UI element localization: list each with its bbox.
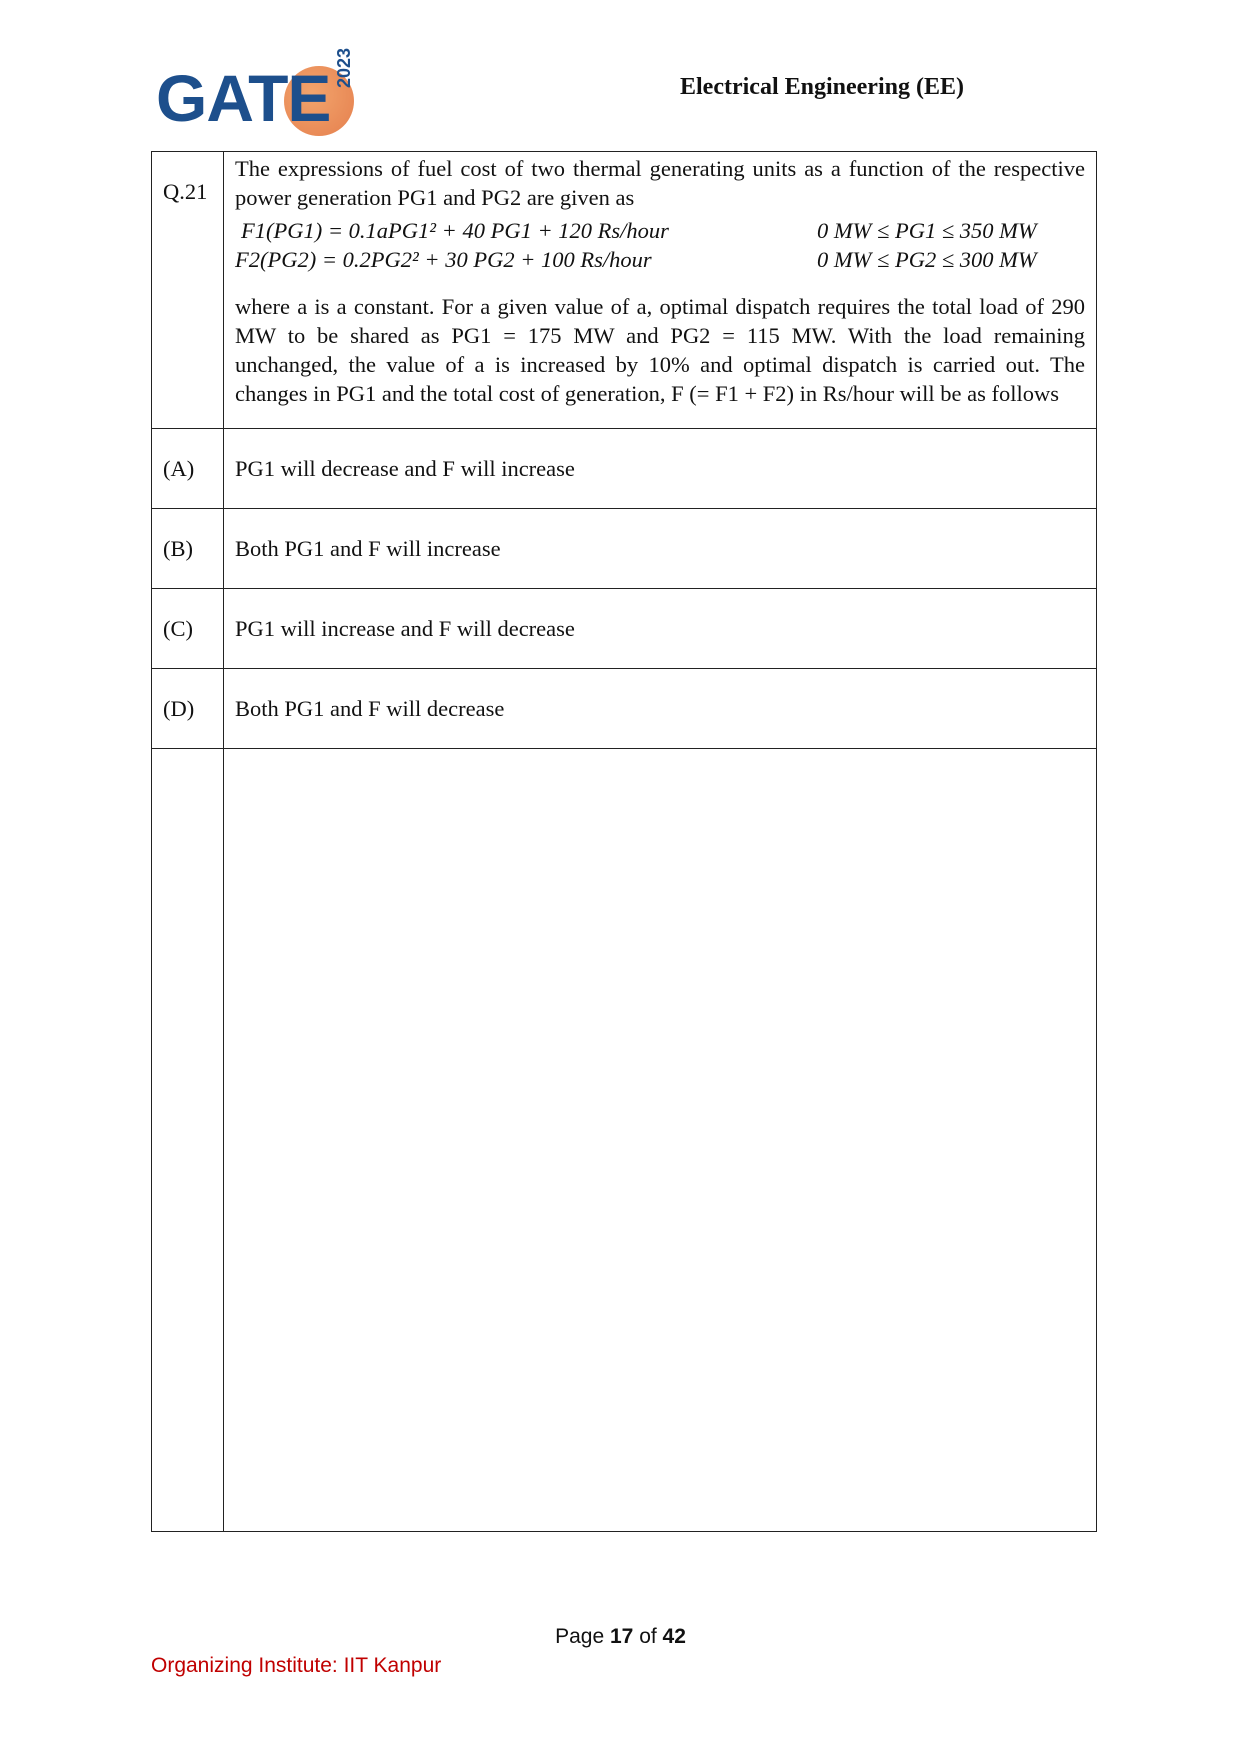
option-label: (A) — [152, 429, 224, 509]
blank-cell — [152, 749, 224, 1532]
equation-row-1 — [235, 216, 1085, 245]
question-row — [152, 152, 1097, 429]
option-label: (C) — [152, 589, 224, 669]
option-d-row[interactable] — [152, 669, 1097, 749]
option-text: PG1 will decrease and F will increase — [224, 429, 1097, 509]
equation-2: F2(PG2) = 0.2PG2² + 30 PG2 + 100 Rs/hour — [235, 247, 652, 272]
logo-text: GATE — [156, 61, 331, 135]
question-body — [224, 152, 1097, 429]
page-current: 17 — [609, 1625, 634, 1648]
blank-row — [152, 749, 1097, 1532]
option-a-row[interactable] — [152, 429, 1097, 509]
equation-1: F1(PG1) = 0.1aPG1² + 40 PG1 + 120 Rs/hour — [241, 218, 669, 243]
option-label: (D) — [152, 669, 224, 749]
option-label: (B) — [152, 509, 224, 589]
option-text: Both PG1 and F will increase — [224, 509, 1097, 589]
equation-row-2 — [235, 245, 1085, 274]
option-c-row[interactable] — [152, 589, 1097, 669]
blank-cell — [224, 749, 1097, 1532]
page-of: of — [639, 1625, 657, 1648]
page-total: 42 — [662, 1625, 686, 1648]
question-stem: The expressions of fuel cost of two thermal generating units as a function of the respective power generation PG1 and PG2 are given as — [235, 156, 1085, 210]
question-table — [151, 151, 1097, 1532]
page-indicator — [0, 1625, 1241, 1649]
option-text: Both PG1 and F will decrease — [224, 669, 1097, 749]
subject-title: Electrical Engineering (EE) — [680, 74, 964, 100]
option-text: PG1 will increase and F will decrease — [224, 589, 1097, 669]
page-prefix: Page — [555, 1625, 605, 1648]
organizer-text: Organizing Institute: IIT Kanpur — [151, 1654, 442, 1677]
logo-year: 2023 — [334, 47, 354, 88]
option-b-row[interactable] — [152, 509, 1097, 589]
range-1: 0 MW ≤ PG1 ≤ 350 MW — [817, 218, 1037, 243]
range-2: 0 MW ≤ PG2 ≤ 300 MW — [817, 247, 1037, 272]
question-number: Q.21 — [152, 152, 224, 429]
question-description: where a is a constant. For a given value of a, optimal dispatch requires the total load of 290 MW to be shared as PG1 = 175 MW and PG2 = 115 MW. With the load remaining unchanged, the value of a is increased by 10% and optimal dispatch is carried out. The changes in PG1 and the total cost of generation, F (= F1 + F2) in Rs/hour will be as follows — [235, 294, 1085, 406]
gate-logo — [156, 47, 366, 138]
cost-equations — [235, 216, 1085, 274]
